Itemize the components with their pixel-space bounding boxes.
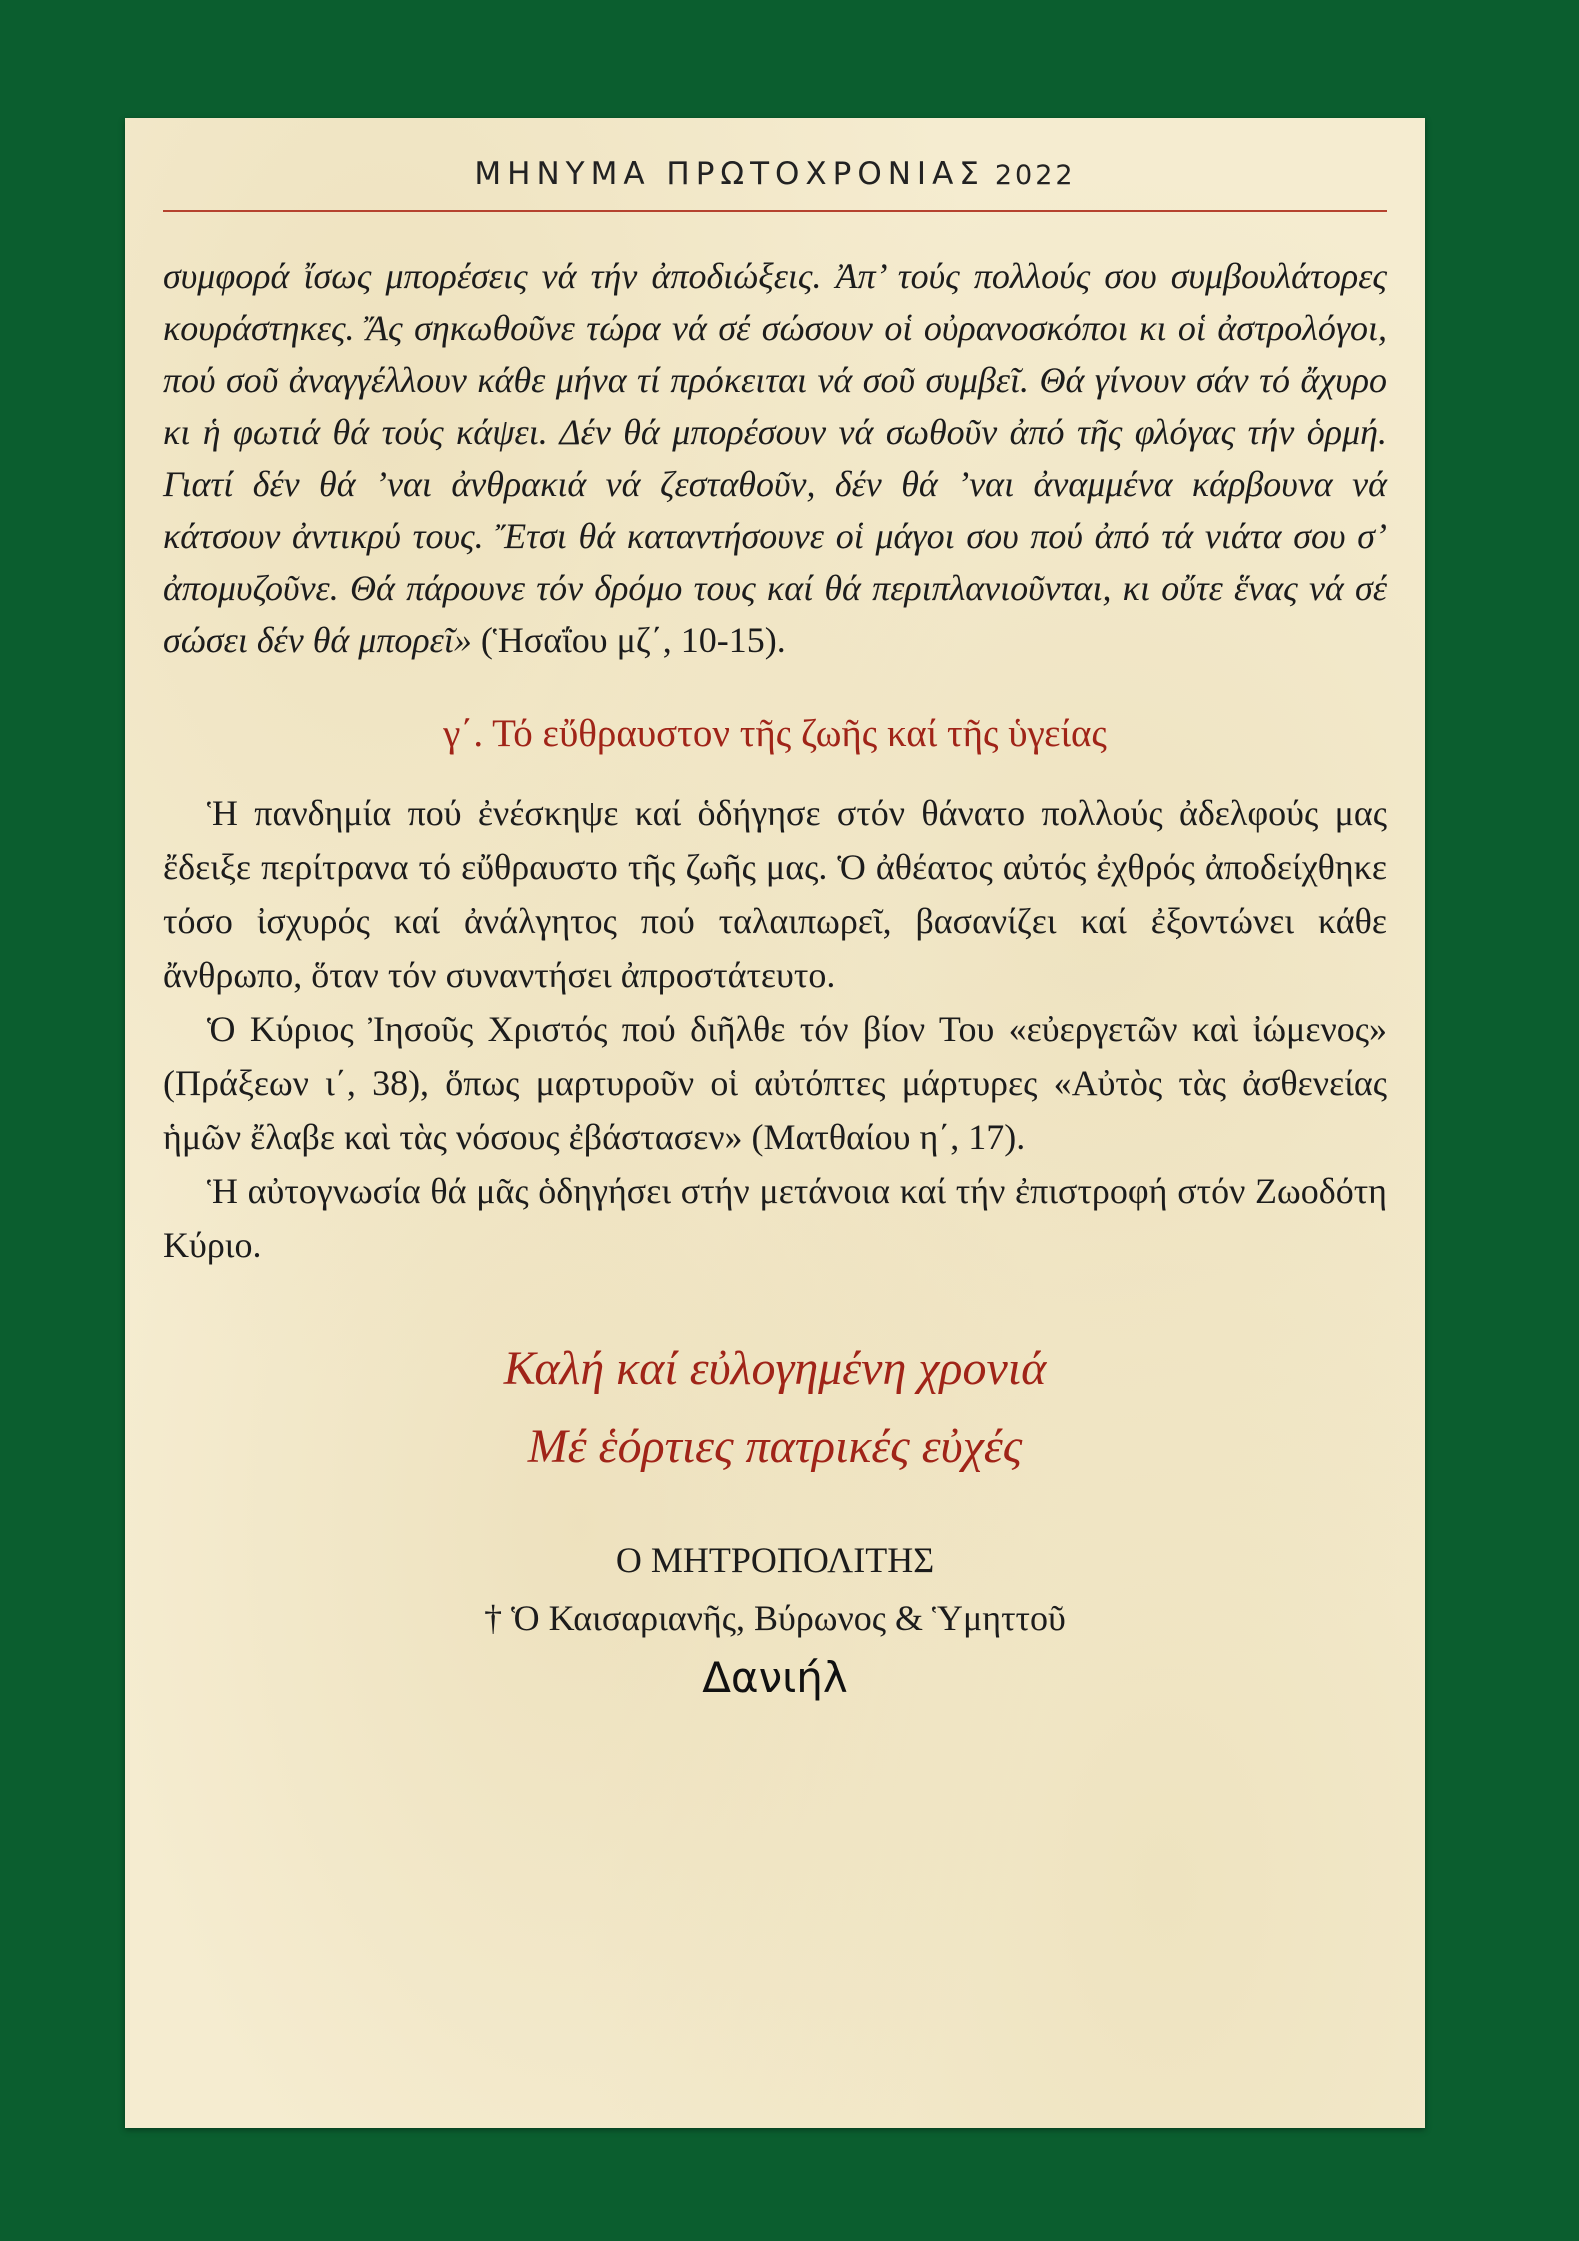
letter-content [163,250,1387,1708]
greeting-line-2: Μέ ἑόρτιες πατρικές εὐχές [527,1420,1023,1473]
signature-title: Ο ΜΗΤΡΟΠΟΛΙΤΗΣ [615,1540,935,1580]
quote-text: συμφορά ἴσως μπορέσεις νά τήν ἀποδιώξεις. Ἀπ’ τούς πολλούς σου συμβουλάτορες κουράστηκες. Ἄς σηκωθοῦνε τώρα νά σέ σώσουν οἱ οὐρανοσκόποι κι οἱ ἀστρολόγοι, πού σοῦ ἀναγγέλλουν κάθε μήνα τί πρόκειται νά σοῦ συμβεῖ. Θά γίνουν σάν τό ἄχυρο κι ἡ φωτιά θά τούς κάψει. Δέν θά μπορέσουν νά σωθοῦν ἀπό τῆς φλόγας τήν ὁρμή. Γιατί δέν θά ’ναι ἀνθρακιά νά ζεσταθοῦν, δέν θά ’ναι ἀναμμένα κάρβουνα νά κάτσουν ἀντικρύ τους. Ἔτσι θά καταντήσουνε οἱ μάγοι σου πού ἀπό τά νιάτα σου σ’ ἀπομυζοῦνε. Θά πάρουνε τόν δρόμο τους καί θά περιπλανιοῦνται, κι οὔτε ἕνας νά σέ σώσει δέν θά μπορεῖ» [163,256,1387,660]
section-heading: γ΄. Τό εὔθραυστον τῆς ζωῆς καί τῆς ὑγείας [443,712,1107,755]
header-title: ΜΗΝΥΜΑ ΠΡΩΤΟΧΡΟΝΙΑΣ [474,156,985,192]
greeting [163,1330,1387,1486]
paragraph-christ: Ὁ Κύριος Ἰησοῦς Χριστός πού διῆλθε τόν βίον Του «εὐεργετῶν καὶ ἰώμενος» (Πράξεων ι΄, 38), ὅπως μαρτυροῦν οἱ αὐτόπτες μάρτυρες «Αὐτὸς τὰς ἀσθενείας ἡμῶν ἔλαβε καὶ τὰς νόσους ἐβάστασεν» (Ματθαίου η΄, 17). [163,1009,1387,1157]
signature-see: † Ὁ Καισαριανῆς, Βύρωνος & Ὑμηττοῦ [484,1598,1066,1638]
greeting-line-1: Καλή καί εὐλογημένη χρονιά [503,1342,1047,1395]
signature-block [163,1532,1387,1708]
letter-page [125,118,1425,2128]
header-year: 2022 [994,160,1076,191]
scripture-quote [163,250,1387,666]
paragraph-repentance: Ἡ αὐτογνωσία θά μᾶς ὁδηγήσει στήν μετάνοια καί τήν ἐπιστροφή στόν Ζωοδότη Κύριο. [163,1171,1387,1265]
signature-name: Δανιήλ [702,1653,848,1702]
page-header [163,148,1387,212]
quote-reference: (Ἡσαΐου μζ΄, 10-15). [471,620,786,660]
paragraph-pandemic: Ἡ πανδημία πού ἐνέσκηψε καί ὁδήγησε στόν θάνατο πολλούς ἀδελφούς μας ἔδειξε περίτρανα τό εὔθραυστο τῆς ζωῆς μας. Ὁ ἀθέατος αὐτός ἐχθρός ἀποδείχθηκε τόσο ἰσχυρός καί ἀνάλγητος πού ταλαιπωρεῖ, βασανίζει καί ἐξοντώνει κάθε ἄνθρωπο, ὅταν τόν συναντήσει ἀπροστάτευτο. [163,793,1387,995]
